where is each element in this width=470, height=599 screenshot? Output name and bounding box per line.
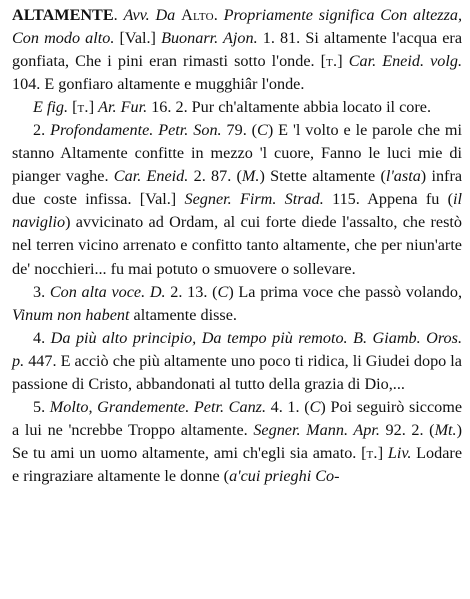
- text: 104. E gonfiaro altamente e mugghiâr l'onde.: [12, 75, 305, 94]
- text: .: [213, 6, 224, 24]
- text: 79. (: [221, 121, 258, 140]
- text: ) E 'l volto e le parole che mi stanno Altamente confitte in mezzo 'l cuore, Fanno le luci mie di pianger vaghe.: [12, 121, 462, 186]
- text: [: [68, 98, 78, 117]
- italic-text: a'cui prieghi Co-: [229, 466, 340, 485]
- italic-text: Con alta voce. D.: [49, 282, 166, 301]
- text: ) La prima voce che passò volando,: [228, 282, 462, 301]
- italic-text: Vinum non habent: [12, 305, 130, 324]
- text: 4.: [33, 328, 51, 347]
- italic-text: Mt.: [434, 420, 457, 439]
- italic-text: il naviglio: [12, 190, 462, 232]
- text: .: [113, 6, 124, 24]
- text: ]: [377, 443, 388, 462]
- text: ) infra due coste infissa. [Val.]: [12, 167, 463, 209]
- italic-text: Car. Eneid.: [113, 167, 189, 186]
- text: 2. 87. (: [188, 167, 242, 186]
- italic-text: Molto, Grandemente. Petr. Canz.: [49, 397, 267, 416]
- text: Lodare e ringraziare altamente le donne (: [12, 443, 462, 485]
- text: 2.: [33, 121, 51, 140]
- sense-3-paragraph: [12, 281, 462, 327]
- small-caps-text: Alto: [181, 6, 214, 24]
- italic-text: E fig.: [33, 98, 69, 117]
- small-caps-text: t.: [77, 98, 89, 117]
- small-caps-text: t.: [326, 52, 338, 71]
- sense-4-paragraph: [12, 327, 462, 396]
- italic-text: Segner. Firm. Strad.: [184, 190, 324, 209]
- text: ) Stette altamente (: [259, 167, 386, 186]
- italic-text: Da più alto principio, Da tempo più remoto. B. Giamb. Oros. p.: [12, 328, 462, 370]
- text: 4. 1. (: [266, 397, 310, 416]
- text: ]: [337, 52, 349, 71]
- italic-text: Propriamente significa Con altezza, Con modo alto.: [12, 6, 463, 48]
- italic-text: C: [257, 121, 268, 140]
- italic-text: Liv.: [387, 443, 412, 462]
- text: 5.: [33, 397, 50, 416]
- text: [Val.]: [114, 29, 162, 48]
- figurative-sense-paragraph: [12, 96, 462, 119]
- italic-text: Avv. Da: [123, 6, 182, 24]
- sense-2-paragraph: [12, 119, 462, 280]
- text: 447. E acciò che più altamente uno poco ti ridica, li Giudei dopo la passione di Cristo, abbandonati al tutto della grazia di Dio,...: [12, 351, 462, 393]
- italic-text: Ar. Fur.: [98, 98, 148, 117]
- text: ) Poi seguirò siccome a lui ne 'ncrebbe Troppo altamente.: [12, 397, 463, 439]
- italic-text: Buonarr. Ajon.: [161, 29, 258, 48]
- entry-definition-paragraph: [12, 4, 462, 96]
- italic-text: M.: [241, 167, 260, 186]
- text: ) Se tu ami un uomo altamente, ami ch'egli sia amato. [: [12, 420, 462, 462]
- text: 115. Appena fu (: [323, 190, 453, 209]
- italic-text: C: [309, 397, 321, 416]
- headword: ALTAMENTE: [12, 6, 114, 24]
- sense-5-paragraph: [12, 396, 462, 488]
- italic-text: Car. Eneid. volg.: [348, 52, 462, 71]
- text: 16. 2. Pur ch'altamente abbia locato il core.: [147, 98, 432, 117]
- small-caps-text: t.: [366, 443, 378, 462]
- italic-text: C: [217, 282, 229, 301]
- text: 2. 13. (: [165, 282, 218, 301]
- text: 3.: [33, 282, 50, 301]
- italic-text: Profondamente. Petr. Son.: [50, 121, 222, 140]
- italic-text: l'asta: [385, 167, 421, 186]
- italic-text: Segner. Mann. Apr.: [253, 420, 380, 439]
- text: ]: [88, 98, 99, 117]
- text: 1. 81. Si altamente l'acqua era gonfiata, Che i pini eran rimasti sotto l'onde. [: [12, 29, 463, 71]
- text: 92. 2. (: [379, 420, 435, 439]
- text: ) avvicinato ad Ordam, al cui forte diede l'assalto, che restò nel terren vicino arrenato e confitto tanto altamente, che per niun'arte de' nocchieri... fu mai potuto o smuovere o sollevare.: [12, 213, 462, 278]
- text: altamente disse.: [129, 305, 237, 324]
